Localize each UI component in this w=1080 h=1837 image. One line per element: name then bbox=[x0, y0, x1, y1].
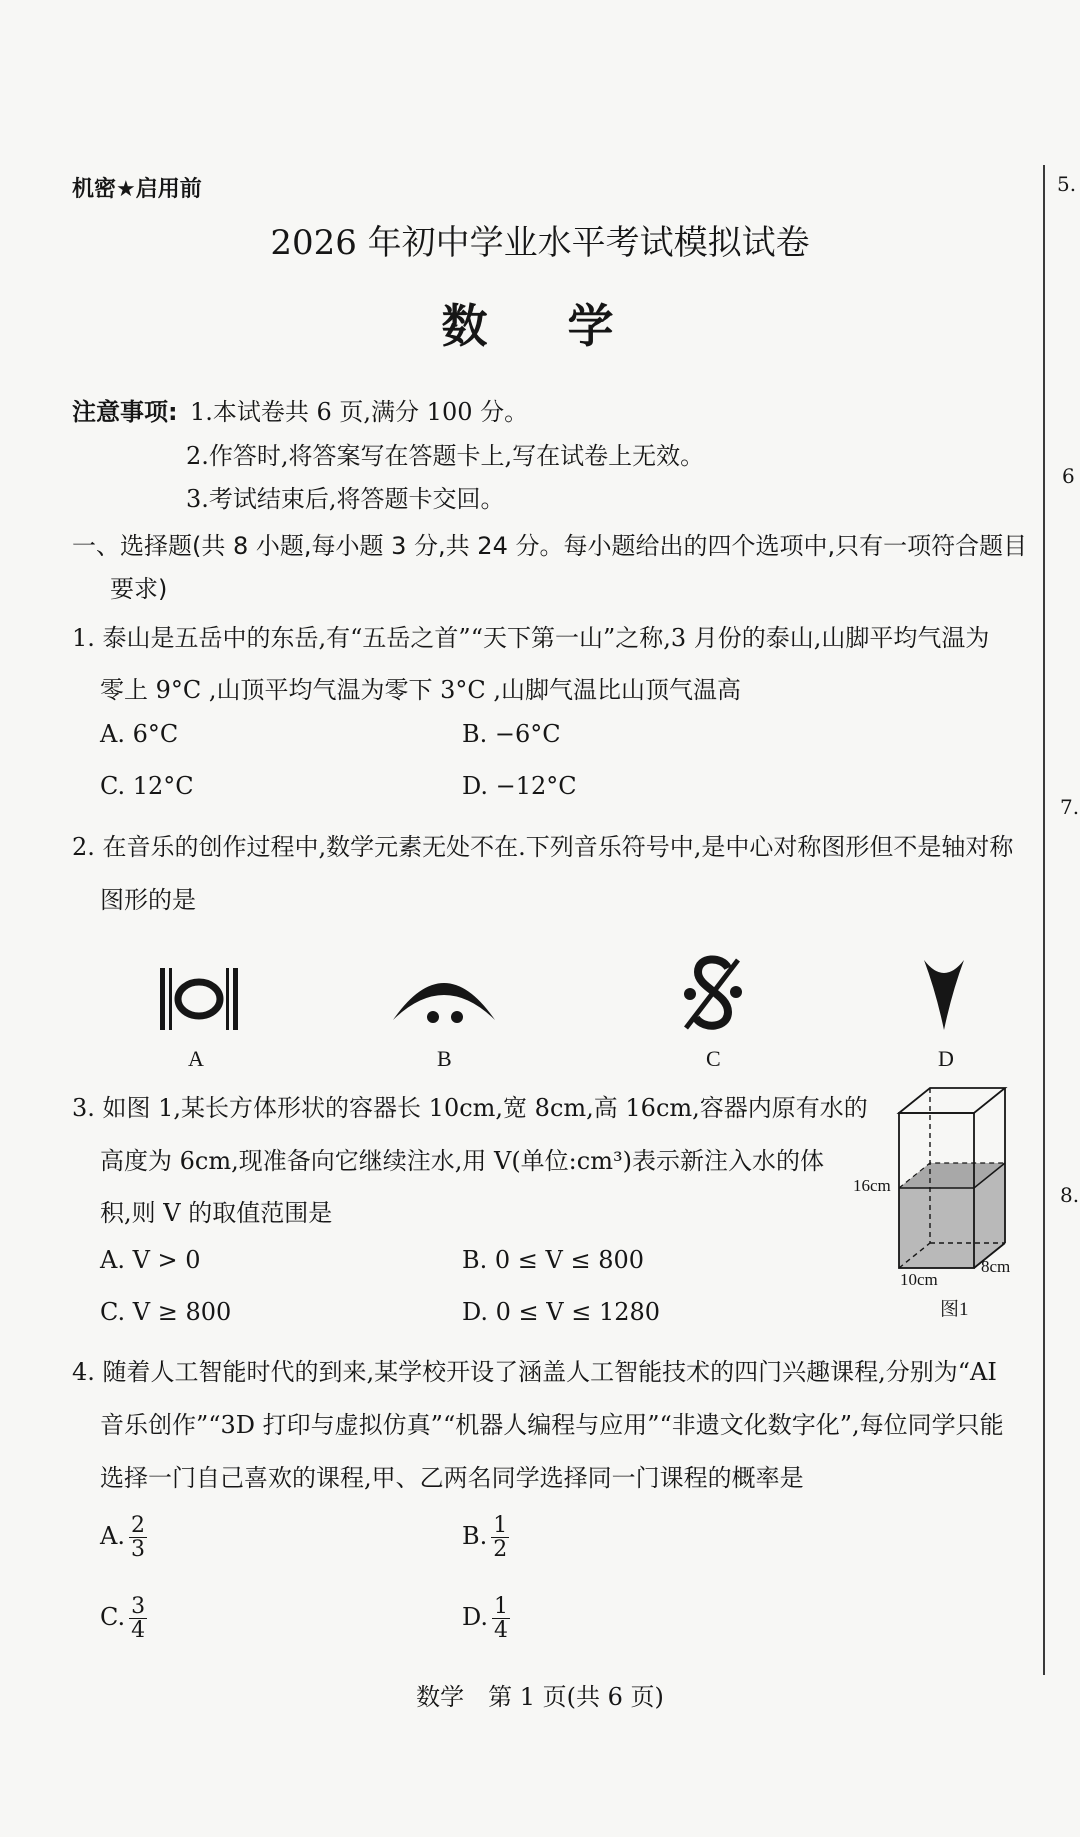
q4-stem-line3: 选择一门自己喜欢的课程,甲、乙两名同学选择同一门课程的概率是 bbox=[100, 1464, 804, 1492]
q4-option-d bbox=[462, 1595, 510, 1642]
q1-option-b: B. −6°C bbox=[462, 720, 561, 748]
q4-option-a bbox=[100, 1514, 147, 1561]
q4-option-b bbox=[462, 1514, 509, 1561]
q1-stem-line2: 零上 9°C ,山顶平均气温为零下 3°C ,山脚气温比山顶气温高 bbox=[100, 676, 742, 704]
q3-option-c: C. V ≥ 800 bbox=[100, 1298, 232, 1326]
figure-1-caption: 图1 bbox=[940, 1299, 969, 1320]
q3-stem-line3: 积,则 V 的取值范围是 bbox=[100, 1199, 333, 1227]
q4-option-a-denominator: 3 bbox=[130, 1537, 145, 1563]
margin-question-number-8: 8. bbox=[1060, 1183, 1080, 1207]
q4-option-b-fraction bbox=[491, 1514, 509, 1561]
q3-stem-line1: 3. 如图 1,某长方体形状的容器长 10cm,宽 8cm,高 16cm,容器内原有水的 bbox=[72, 1094, 868, 1122]
page-divider-line bbox=[1043, 165, 1045, 1675]
subject-title: 数学 bbox=[441, 299, 694, 353]
margin-question-number-7: 7. bbox=[1060, 795, 1080, 819]
q1-option-a: A. 6°C bbox=[100, 720, 179, 748]
q4-option-c-numerator: 3 bbox=[131, 1594, 146, 1619]
symbol-d-accent bbox=[921, 958, 967, 1032]
q4-stem-line1: 4. 随着人工智能时代的到来,某学校开设了涵盖人工智能技术的四门兴趣课程,分别为“AI bbox=[72, 1358, 997, 1386]
q4-option-b-letter: B. bbox=[462, 1522, 488, 1551]
figure-1-length-label: 10cm bbox=[900, 1270, 938, 1289]
symbol-label-d: D bbox=[938, 1046, 954, 1071]
q4-option-c-denominator: 4 bbox=[131, 1618, 146, 1644]
notice-item-3: 3.考试结束后,将答题卡交回。 bbox=[186, 485, 505, 513]
figure-1-cuboid bbox=[893, 1085, 1018, 1285]
q3-option-a: A. V > 0 bbox=[100, 1246, 201, 1274]
q4-option-c-letter: C. bbox=[100, 1603, 126, 1632]
q1-option-c: C. 12°C bbox=[100, 772, 194, 800]
notice-item-1: 1.本试卷共 6 页,满分 100 分。 bbox=[190, 398, 529, 426]
q3-option-d: D. 0 ≤ V ≤ 1280 bbox=[462, 1298, 661, 1326]
q4-option-d-letter: D. bbox=[462, 1603, 489, 1632]
exam-title: 2026 年初中学业水平考试模拟试卷 bbox=[270, 223, 810, 263]
q4-option-b-numerator: 1 bbox=[493, 1513, 508, 1538]
q2-stem-line2: 图形的是 bbox=[100, 886, 196, 914]
margin-question-number-5: 5. bbox=[1057, 172, 1077, 196]
q1-stem-line1: 1. 泰山是五岳中的东岳,有“五岳之首”“天下第一山”之称,3 月份的泰山,山脚平均气温为 bbox=[72, 624, 990, 652]
q4-option-a-letter: A. bbox=[100, 1522, 125, 1551]
q1-option-d: D. −12°C bbox=[462, 772, 577, 800]
q3-option-b: B. 0 ≤ V ≤ 800 bbox=[462, 1246, 645, 1274]
q4-option-a-fraction bbox=[129, 1514, 147, 1561]
section-heading: 一、选择题(共 8 小题,每小题 3 分,共 24 分。每小题给出的四个选项中,只有一项符合题目 bbox=[72, 532, 1028, 560]
symbol-b-fermata bbox=[389, 960, 499, 1028]
section-heading-cont: 要求) bbox=[110, 575, 168, 603]
q4-stem-line2: 音乐创作”“3D 打印与虚拟仿真”“机器人编程与应用”“非遗文化数字化”,每位同学只能 bbox=[100, 1411, 1004, 1439]
notice-label: 注意事项: bbox=[72, 398, 178, 426]
q4-option-c bbox=[100, 1595, 147, 1642]
page-footer: 数学 第 1 页(共 6 页) bbox=[416, 1683, 664, 1711]
symbol-c-segno bbox=[678, 954, 746, 1034]
q2-stem-line1: 2. 在音乐的创作过程中,数学元素无处不在.下列音乐符号中,是中心对称图形但不是轴对称 bbox=[72, 833, 1014, 861]
notice-item-2: 2.作答时,将答案写在答题卡上,写在试卷上无效。 bbox=[186, 442, 705, 470]
confidential-mark: 机密★启用前 bbox=[72, 177, 202, 202]
symbol-label-a: A bbox=[188, 1046, 204, 1071]
margin-question-number-6: 6 bbox=[1062, 464, 1075, 488]
figure-1-width-label: 8cm bbox=[981, 1257, 1011, 1276]
symbol-label-b: B bbox=[437, 1046, 452, 1071]
q4-option-a-numerator: 2 bbox=[130, 1513, 145, 1538]
figure-1-height-label: 16cm bbox=[853, 1176, 891, 1195]
q4-option-d-numerator: 1 bbox=[494, 1594, 509, 1619]
symbol-a-bar-repeat bbox=[158, 964, 240, 1034]
q4-option-b-denominator: 2 bbox=[493, 1537, 508, 1563]
symbol-label-c: C bbox=[706, 1046, 721, 1071]
q3-stem-line2: 高度为 6cm,现准备向它继续注水,用 V(单位:cm³)表示新注入水的体 bbox=[100, 1147, 824, 1175]
q4-option-c-fraction bbox=[129, 1595, 147, 1642]
q4-option-d-fraction bbox=[492, 1595, 510, 1642]
q4-option-d-denominator: 4 bbox=[494, 1618, 509, 1644]
